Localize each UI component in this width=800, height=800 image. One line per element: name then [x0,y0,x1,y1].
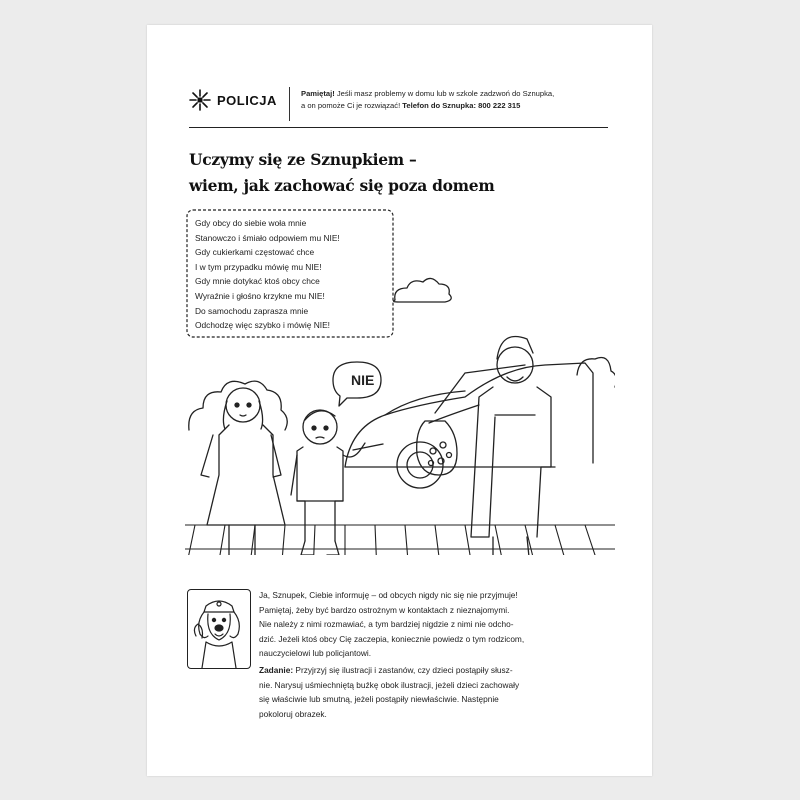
poem-line: Gdy cukierkami częstować chce [195,247,315,258]
page-title [189,147,494,199]
header-divider [289,87,290,121]
speech-bubble-text: NIE [351,372,375,388]
instruction-text [259,588,629,721]
body-line: Pamiętaj, żeby być bardzo ostrożnym w kontaktach z nieznajomymi. [259,604,510,615]
boy-figure [291,410,365,555]
poem-line: Do samochodu zaprasza mnie [195,305,309,316]
logo-text: POLICJA [217,92,277,108]
note-emphasis: Pamiętaj! [301,89,335,98]
poem-box [185,208,395,339]
task-label: Zadanie: [259,664,294,675]
poem-line: I w tym przypadku mówię mu NIE! [195,261,322,272]
task-line-rest: Przyjrzyj się ilustracji i zastanów, czy dzieci postąpiły słusz- [293,664,513,675]
stranger-figure [417,337,551,556]
bushes-right [577,358,615,388]
cloud [394,278,452,302]
task-line [259,663,629,678]
note-line2: a on pomoże Ci je rozwiązać! [301,101,403,110]
police-star-icon [189,89,211,111]
sznupek-mascot-frame [187,589,251,669]
poem-line: Odchodzę więc szybko i mówię NIE! [195,320,330,331]
body-line: nauczycielowi lub policjantowi. [259,648,372,659]
crosswalk [185,525,615,555]
police-logo [189,89,277,111]
header [189,87,609,129]
poem-line: Wyraźnie i głośno krzykne mu NIE! [195,290,325,301]
task-line: nie. Narysuj uśmiechniętą buźkę obok ilustracji, jeżeli dzieci zachowały [259,679,520,690]
worksheet-page [147,25,652,776]
poem-line: Stanowczo i śmiało odpowiem mu NIE! [195,232,340,243]
note-line1: Jeśli masz problemy w domu lub w szkole zadzwoń do Sznupka, [334,89,555,98]
header-rule [189,127,608,128]
title-line-1: Uczymy się ze Sznupkiem – [189,150,417,169]
task-line: pokoloruj obrazek. [259,708,327,719]
hotline-number: Telefon do Sznupka: 800 222 315 [402,101,521,110]
body-line: Nie należy z nimi rozmawiać, a tym bardziej nigdzie z nimi nie odcho- [259,619,514,630]
sznupek-dog-icon [188,590,250,668]
body-line: Ja, Sznupek, Ciebie informuję – od obcych nigdy nic się nie przyjmuje! [259,590,518,600]
poem-text [195,216,340,333]
body-line: dzić. Jeżeli ktoś obcy Cię zaczepia, koniecznie powiedz o tym rodzicom, [259,633,525,644]
hotline-note [301,88,554,112]
girl-figure [201,388,285,555]
task-line: się właściwie lub smutną, jeżeli postąpiły niewłaściwie. Następnie [259,694,499,705]
poem-line: Gdy obcy do siebie woła mnie [195,218,307,228]
title-line-2: wiem, jak zachować się poza domem [189,176,495,195]
poem-line: Gdy mnie dotykać ktoś obcy chce [195,276,320,287]
car [345,363,593,488]
